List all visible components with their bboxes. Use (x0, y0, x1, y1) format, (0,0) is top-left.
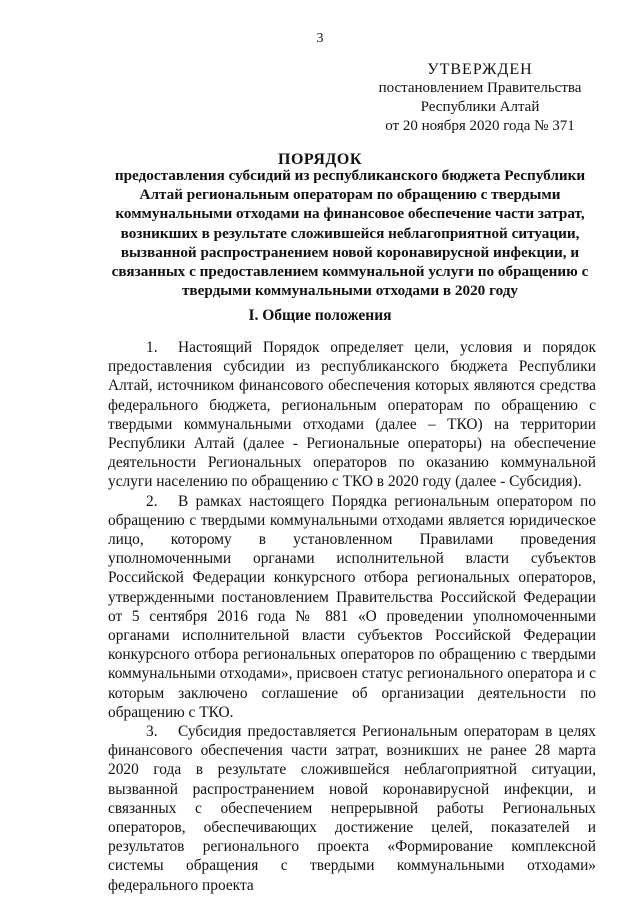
approval-stamp (352, 60, 608, 136)
paragraph-3 (108, 722, 596, 895)
paragraph-3-text: Субсидия предоставляется Региональным операторам в целях финансового обеспечения части затрат, возникших не ранее 28 марта 2020 года в результате сложившейся неблагоприятной ситуации, вызванной распространением новой коронавирусной инфекции, и связанных с обеспечением непрерывной работы Региональных операторов, обеспечивающих достижение целей, показателей и результатов регионального проекта «Формирование комплексной системы обращения с твердыми коммунальными отходами» федерального проекта (108, 723, 596, 894)
approval-title: УТВЕРЖДЕН (427, 61, 533, 78)
document-subtitle: предоставления субсидий из республиканского бюджета Республики Алтай региональным операторам по обращению с твердыми коммунальными отходами на финансовое обеспечение части затрат, возникших в результате сложившейся неблагоприятной ситуации, вызванной распространением новой коронавирусной инфекции, и связанных с предоставлением коммунальной услуги по обращению с твердыми коммунальными отходами в 2020 году (111, 167, 589, 300)
paragraph-1 (108, 338, 596, 492)
approval-line-3: от 20 ноября 2020 года № 371 (385, 118, 575, 134)
section-body (108, 338, 596, 895)
approval-line-2: Республики Алтай (420, 99, 540, 115)
paragraph-2-text: В рамках настоящего Порядка региональным оператором по обращению с твердыми коммунальными отходами является юридическое лицо, которому в установленном Правилами проведения уполномоченными органами исполнительной власти субъектов Российской Федерации конкурсного отбора региональных операторов, утвержденными постановлением Правительства Российской Федерации от 5 сентября 2016 года № 881 «О проведении уполномоченными органами исполнительной власти субъектов Российской Федерации конкурсного отбора региональных операторов по обращению с твердыми коммунальными отходами», присвоен статус регионального оператора и с которым заключено соглашение об организации деятельности по обращению с ТКО. (108, 492, 596, 721)
page-number: 3 (316, 31, 324, 46)
paragraph-2 (108, 492, 596, 722)
paragraph-3-number: 3. (146, 723, 158, 741)
section-heading: I. Общие положения (248, 307, 392, 324)
document-title: ПОРЯДОК (278, 151, 362, 168)
paragraph-2-number: 2. (146, 492, 158, 510)
paragraph-1-number: 1. (146, 339, 158, 356)
paragraph-1-text: Настоящий Порядок определяет цели, условия и порядок предоставления субсидии из республиканского бюджета Республики Алтай, источником финансового обеспечения которых являются средства федерального бюджета, региональным операторам по обращению с твердыми коммунальными отходами (далее – ТКО) на территории Республики Алтай (далее - Региональные операторы) на обеспечение деятельности Региональных операторов по оказанию коммунальной услуги населению по обращению с ТКО в 2020 году (далее - Субсидия). (108, 339, 596, 491)
approval-line-1: постановлением Правительства (378, 80, 582, 96)
